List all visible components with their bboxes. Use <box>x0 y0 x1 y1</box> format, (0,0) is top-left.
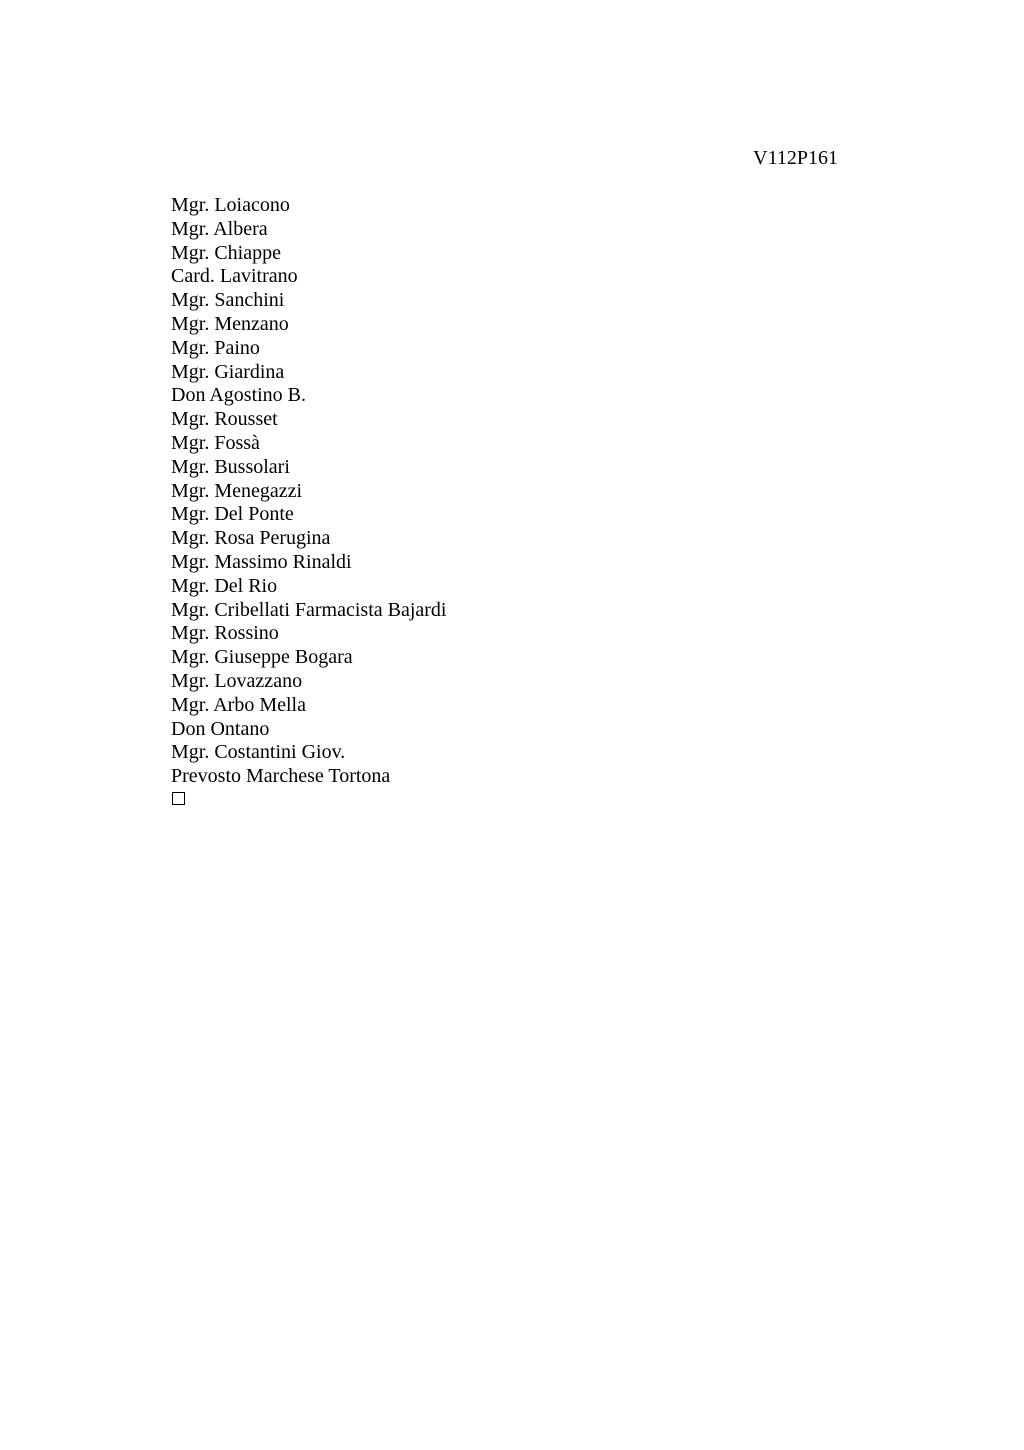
list-item: Mgr. Giuseppe Bogara <box>171 646 353 669</box>
list-item: Mgr. Costantini Giov. <box>171 741 346 764</box>
list-item: Don Ontano <box>171 717 270 740</box>
page-reference: V112P161 <box>753 147 838 169</box>
list-item: Mgr. Del Ponte <box>171 503 294 526</box>
name-list <box>171 194 447 789</box>
list-item: Mgr. Fossà <box>171 431 260 454</box>
list-item: Prevosto Marchese Tortona <box>171 765 391 788</box>
list-item: Mgr. Giardina <box>171 360 285 383</box>
list-item: Mgr. Sanchini <box>171 289 285 312</box>
list-item: Mgr. Bussolari <box>171 455 290 478</box>
list-item: Mgr. Chiappe <box>171 241 281 264</box>
list-item: Mgr. Massimo Rinaldi <box>171 550 352 573</box>
list-item: Mgr. Arbo Mella <box>171 693 306 716</box>
list-item: Mgr. Rosa Perugina <box>171 527 331 550</box>
list-item: Mgr. Del Rio <box>171 574 278 597</box>
list-item: Mgr. Rousset <box>171 408 278 431</box>
list-item: Don Agostino B. <box>171 384 307 407</box>
list-item: Mgr. Cribellati Farmacista Bajardi <box>171 598 447 621</box>
list-item: Mgr. Menegazzi <box>171 479 303 502</box>
list-item: Mgr. Albera <box>171 217 268 240</box>
list-item: Mgr. Lovazzano <box>171 669 303 692</box>
list-item: Mgr. Menzano <box>171 312 289 335</box>
list-item: Mgr. Loiacono <box>171 194 290 216</box>
empty-square-icon <box>172 792 185 805</box>
list-item: Mgr. Paino <box>171 336 260 359</box>
list-item: Mgr. Rossino <box>171 622 279 645</box>
list-item: Card. Lavitrano <box>171 265 298 288</box>
